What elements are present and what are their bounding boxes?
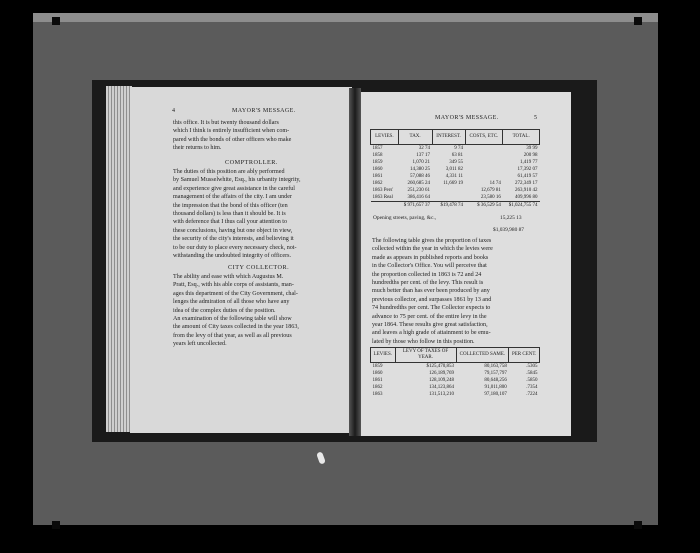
table-cell: 14 74 bbox=[489, 181, 501, 186]
table-cell bbox=[432, 194, 465, 202]
table-cell: 1862 bbox=[372, 385, 383, 390]
table-row bbox=[371, 152, 540, 159]
text-line: the impression that the bond of this officer (ten bbox=[173, 202, 288, 209]
table-header: COLLECTED SAME. bbox=[456, 348, 509, 363]
left-page-header: MAYOR'S MESSAGE. bbox=[232, 108, 296, 114]
table-cell: .7224 bbox=[526, 392, 538, 397]
table-cell: 134,123,864 bbox=[429, 385, 455, 390]
table-header: INTEREST. bbox=[432, 130, 465, 145]
table-cell: 131,513,210 bbox=[429, 392, 455, 397]
corner-mark bbox=[52, 17, 60, 25]
table-header-row bbox=[371, 348, 540, 363]
table-cell: 1863 Real bbox=[372, 195, 393, 200]
table-cell: 260,685 24 bbox=[407, 181, 431, 186]
table-row bbox=[371, 166, 540, 173]
table-cell: 137 17 bbox=[416, 153, 431, 158]
table-cell: 1858 bbox=[372, 153, 383, 158]
table-header: LEVIES. bbox=[371, 130, 399, 145]
comptroller-heading: COMPTROLLER. bbox=[225, 159, 278, 166]
left-top-text bbox=[173, 119, 291, 153]
opening-streets-label: Opening streets, paving, &c., bbox=[373, 215, 437, 221]
book-gutter bbox=[349, 88, 361, 436]
collector-heading: CITY COLLECTOR. bbox=[228, 264, 290, 271]
table-row bbox=[371, 145, 540, 153]
table-cell: .5850 bbox=[526, 378, 538, 383]
text-line: The ability and ease with which Augustus M. bbox=[173, 274, 284, 280]
table-cell: .5845 bbox=[526, 371, 538, 376]
text-line: thousand dollars) is less than it should be. It is bbox=[173, 211, 286, 218]
collector-text bbox=[173, 273, 299, 349]
text-line: Pratt, Esq., with his able corps of assistants, man- bbox=[173, 282, 294, 289]
table-header: TOTAL. bbox=[503, 130, 540, 145]
text-line: these conclusions, having but one object in view, bbox=[173, 227, 293, 234]
table-cell: 3,011 82 bbox=[445, 167, 464, 172]
table-cell: 12,679 81 bbox=[480, 188, 501, 193]
text-line: the proportion collected in 1863 is 72 and 24 bbox=[372, 271, 482, 278]
text-line: lated by those who follow in this position. bbox=[372, 338, 475, 345]
table-cell: $19,478 74 bbox=[440, 203, 464, 208]
table-header: PER CENT. bbox=[509, 348, 540, 363]
text-line: their returns to him. bbox=[173, 145, 222, 152]
table-cell: 128,109,248 bbox=[429, 378, 455, 383]
text-line: pared with the bonds of other officers who make bbox=[173, 136, 292, 143]
text-line: previous collector, and surpasses 1861 by 13 and bbox=[372, 296, 492, 303]
comptroller-text bbox=[173, 168, 301, 260]
text-line: to be our duty to place every necessary check, not- bbox=[173, 244, 297, 251]
table-cell: 61,419 57 bbox=[517, 174, 538, 179]
table-cell: .5305 bbox=[526, 364, 538, 369]
table-cell: 63 81 bbox=[451, 153, 464, 158]
text-line: The following table gives the proportion of taxes bbox=[372, 238, 492, 244]
text-line: and experience give great assistance in the careful bbox=[173, 185, 295, 192]
table-cell bbox=[432, 187, 465, 194]
table-cell: 1863 bbox=[372, 392, 383, 397]
table-cell: 1861 bbox=[372, 174, 383, 179]
table-cell: 80,648,256 bbox=[484, 378, 507, 383]
table-cell: 1861 bbox=[372, 378, 383, 383]
table-cell: 1,070 21 bbox=[412, 160, 431, 165]
table-cell: 4,331 11 bbox=[445, 174, 464, 179]
text-line: hundredths per cent. of the levy. This result is bbox=[372, 280, 484, 287]
table-cell bbox=[465, 159, 503, 166]
table-row bbox=[371, 194, 540, 202]
page-edges bbox=[106, 86, 132, 432]
table-cell: 1862 bbox=[372, 181, 383, 186]
table-cell: 126,189,769 bbox=[429, 371, 455, 376]
percentage-table bbox=[370, 347, 540, 398]
table-row bbox=[371, 180, 540, 187]
table-header: TAX. bbox=[398, 130, 432, 145]
text-line: 74 hundredths per cent. The Collector expects to bbox=[372, 305, 491, 312]
text-line: and leaves a high grade of attainment to be emu- bbox=[372, 330, 491, 337]
table-row bbox=[371, 384, 540, 391]
table-row bbox=[371, 187, 540, 194]
text-line: made as appears in published reports and books bbox=[372, 254, 489, 261]
table-cell bbox=[465, 145, 503, 153]
table-cell: 80,163,758 bbox=[484, 364, 507, 369]
table-cell: 11,669 19 bbox=[443, 181, 464, 186]
table-cell: 200 98 bbox=[523, 153, 538, 158]
text-line: with deference that I thus call your attention to bbox=[173, 219, 288, 226]
table-cell: 97,180,107 bbox=[484, 392, 507, 397]
proportion-text bbox=[372, 237, 493, 346]
text-line: years left uncollected. bbox=[173, 341, 227, 348]
table-row bbox=[371, 173, 540, 180]
table-row bbox=[371, 377, 540, 384]
table-cell: 39 99 bbox=[526, 146, 538, 151]
table-cell: 14,380 25 bbox=[410, 167, 431, 172]
table-cell: 251,230 61 bbox=[407, 188, 431, 193]
table-header-row bbox=[371, 130, 540, 145]
table-row bbox=[371, 159, 540, 166]
table-cell: 409,996 80 bbox=[515, 195, 538, 200]
text-line: management of the affairs of the city. I am under bbox=[173, 194, 292, 201]
table-cell: 1860 bbox=[372, 371, 383, 376]
text-line: year 1864. These results give great satisfaction, bbox=[372, 322, 488, 329]
table-cell: 17,392 07 bbox=[517, 167, 538, 172]
text-line: from the levy of that year, as well as all previous bbox=[173, 332, 292, 339]
table-cell: 386,416 64 bbox=[407, 195, 431, 200]
table-row bbox=[371, 363, 540, 371]
right-page bbox=[361, 92, 571, 436]
text-line: The duties of this position are ably performed bbox=[173, 169, 285, 175]
table-total-row bbox=[371, 202, 540, 210]
left-page-number: 4 bbox=[172, 108, 176, 114]
table-cell: 1857 bbox=[372, 146, 383, 151]
table-cell: 9 74 bbox=[454, 146, 464, 151]
left-page bbox=[130, 87, 352, 433]
table-cell: 1,419 77 bbox=[520, 160, 538, 165]
table-cell: $ 971,657 37 bbox=[403, 203, 431, 208]
table-cell: $ 36,529 54 bbox=[477, 203, 501, 208]
text-line: advance to 75 per cent. of the entire levy in the bbox=[372, 313, 487, 320]
table-cell: 263,910 42 bbox=[515, 188, 538, 193]
text-line: collected within the year in which the levies were bbox=[372, 246, 493, 253]
text-line: lenges the admiration of all those who have any bbox=[173, 299, 290, 306]
table-header: LEVY OF TAXES OF YEAR. bbox=[395, 348, 456, 363]
text-line: idea of the complex duties of the position. bbox=[173, 307, 276, 314]
collections-table bbox=[370, 129, 540, 209]
text-line: withstanding the undoubted integrity of officers. bbox=[173, 253, 292, 260]
right-page-number: 5 bbox=[534, 115, 538, 121]
opening-streets-value: 15,225 13 bbox=[500, 215, 522, 221]
table-header: COSTS, ETC. bbox=[465, 130, 503, 145]
table-cell: 1859 bbox=[372, 364, 383, 369]
corner-mark bbox=[634, 17, 642, 25]
table-cell bbox=[465, 173, 503, 180]
text-line: this office. It is but twenty thousand dollars bbox=[173, 120, 279, 126]
table-cell: $1,024,755 74 bbox=[508, 203, 538, 208]
frame-top-strip bbox=[33, 13, 658, 22]
table-cell bbox=[465, 166, 503, 173]
text-line: An examination of the following table will show bbox=[173, 316, 292, 323]
grand-total: $1,039,980 87 bbox=[493, 227, 524, 233]
table-cell: 91,011,800 bbox=[484, 385, 507, 390]
table-cell: 79,157,797 bbox=[484, 371, 507, 376]
text-line: by Samuel Musselwhite, Esq., his urbanity integrity, bbox=[173, 177, 301, 184]
text-line: ages this department of the City Government, chal- bbox=[173, 290, 298, 297]
table-cell: .7354 bbox=[526, 385, 538, 390]
table-cell: 1860 bbox=[372, 167, 383, 172]
corner-mark bbox=[634, 521, 642, 529]
table-cell: 272,349 17 bbox=[515, 181, 538, 186]
table-row bbox=[371, 391, 540, 398]
table-cell: 1859 bbox=[372, 160, 383, 165]
right-page-header: MAYOR'S MESSAGE. bbox=[435, 115, 499, 121]
text-line: which I think is entirely insufficient when com- bbox=[173, 128, 290, 135]
table-cell: 349 55 bbox=[449, 160, 464, 165]
text-line: in the Collector's Office. You will perceive that bbox=[372, 263, 487, 270]
table-cell: $125,470,853 bbox=[426, 364, 455, 369]
table-header: LEVIES. bbox=[371, 348, 396, 363]
table-cell: 1863 Pers' bbox=[372, 188, 394, 193]
text-line: the security of the city's interests, and believing it bbox=[173, 236, 294, 243]
table-cell bbox=[465, 152, 503, 159]
table-cell: 32 74 bbox=[418, 146, 431, 151]
text-line: much better than has ever been produced by any bbox=[372, 288, 490, 295]
table-cell: 57,088 46 bbox=[410, 174, 431, 179]
corner-mark bbox=[52, 521, 60, 529]
table-cell: 23,580 16 bbox=[480, 195, 501, 200]
table-row bbox=[371, 370, 540, 377]
text-line: the amount of City taxes collected in the year 1863, bbox=[173, 324, 299, 331]
